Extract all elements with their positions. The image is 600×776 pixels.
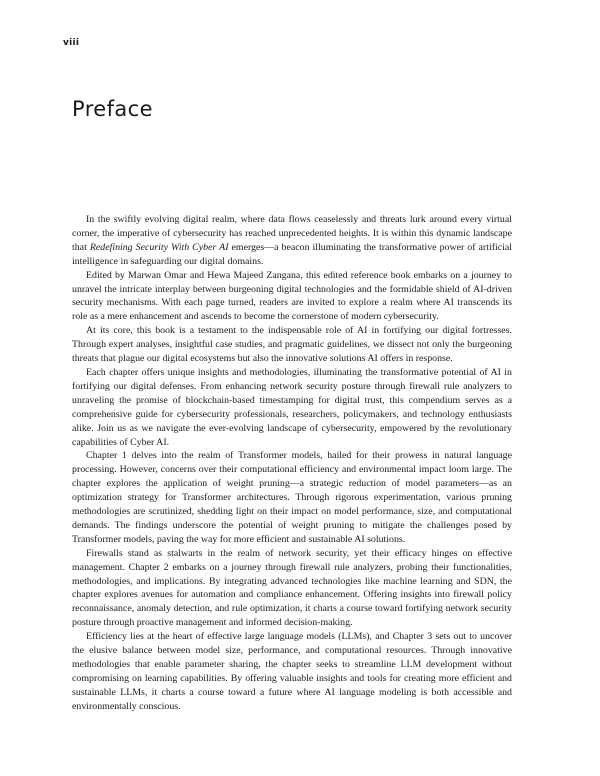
- paragraph-7: Efficiency lies at the heart of effective large language models (LLMs), and Chapter 3 sets out to uncover the elusive balance between model size, performance, and computational resources. Through innovative methodologies that enable parameter sharing, the chapter seeks to streamline LLM development without compromising on learning capabilities. By offering valuable insights and tools for creating more efficient and sustainable LLMs, it charts a course toward a future where AI language modeling is both accessible and environmentally conscious.: [72, 631, 512, 712]
- paragraph-2: Edited by Marwan Omar and Hewa Majeed Zangana, this edited reference book embarks on a journey to unravel the intricate interplay between burgeoning digital technologies and the formidable shield of AI-driven security mechanisms. With each page turned, readers are invited to explore a realm where AI transcends its role as a mere enhancement and ascends to become the cornerstone of modern cybersecurity.: [72, 269, 512, 323]
- book-title-italic: Redefining Security With Cyber AI: [89, 241, 229, 253]
- paragraph-1-text-start: In the swiftly evolving digital realm, where data flows ceaselessly and threats lurk around every virtual corner, the imperative of cybersecurity has reached unprecedented heights. It is within this dynamic landscape that: [72, 214, 512, 253]
- paragraph-5: Chapter 1 delves into the realm of Transformer models, hailed for their prowess in natural language processing. However, concerns over their computational efficiency and environmental impact loom large. The chapter explores the application of weight pruning—a strategic reduction of model parameters—as an optimization strategy for Transformer architectures. Through rigorous experimentation, various pruning methodologies are scrutinized, shedding light on their impact on model performance, size, and computational demands. The findings underscore the potential of weight pruning to mitigate the challenges posed by Transformer models, paving the way for more efficient and sustainable AI solutions.: [72, 450, 512, 545]
- page-number: viii: [63, 38, 80, 48]
- paragraph-1: [72, 213, 512, 269]
- paragraph-3: At its core, this book is a testament to the indispensable role of AI in fortifying our digital fortresses. Through expert analyses, insightful case studies, and pragmatic guidelines, we dissect not only the burgeoning threats that plague our digital ecosystems but also the innovative solutions AI offers in response.: [72, 325, 512, 365]
- paragraph-1-text-end: emerges—a beacon illuminating the transformative power of artificial intelligence in safeguarding our digital domains.: [72, 241, 512, 267]
- paragraph-6: Firewalls stand as stalwarts in the realm of network security, yet their efficacy hinges on effective management. Chapter 2 embarks on a journey through firewall rule analyzers, probing their functionalities, methodologies, and implications. By integrating advanced technologies like machine learning and SDN, the chapter explores avenues for automation and compliance enhancement. Offering insights into firewall policy reconnaissance, anomaly detection, and rule optimization, it charts a course toward fortifying network security posture through proactive management and informed decision-making.: [72, 547, 512, 629]
- page-title: Preface: [72, 97, 153, 121]
- paragraph-4: Each chapter offers unique insights and methodologies, illuminating the transformative potential of AI in fortifying our digital defenses. From enhancing network security posture through firewall rule analyzers to unraveling the promise of blockchain-based timestamping for digital trust, this compendium serves as a comprehensive guide for cybersecurity professionals, researchers, policymakers, and technology enthusiasts alike. Join us as we navigate the ever-evolving landscape of cybersecurity, empowered by the revolutionary capabilities of Cyber AI.: [72, 366, 512, 448]
- preface-body: [72, 213, 512, 714]
